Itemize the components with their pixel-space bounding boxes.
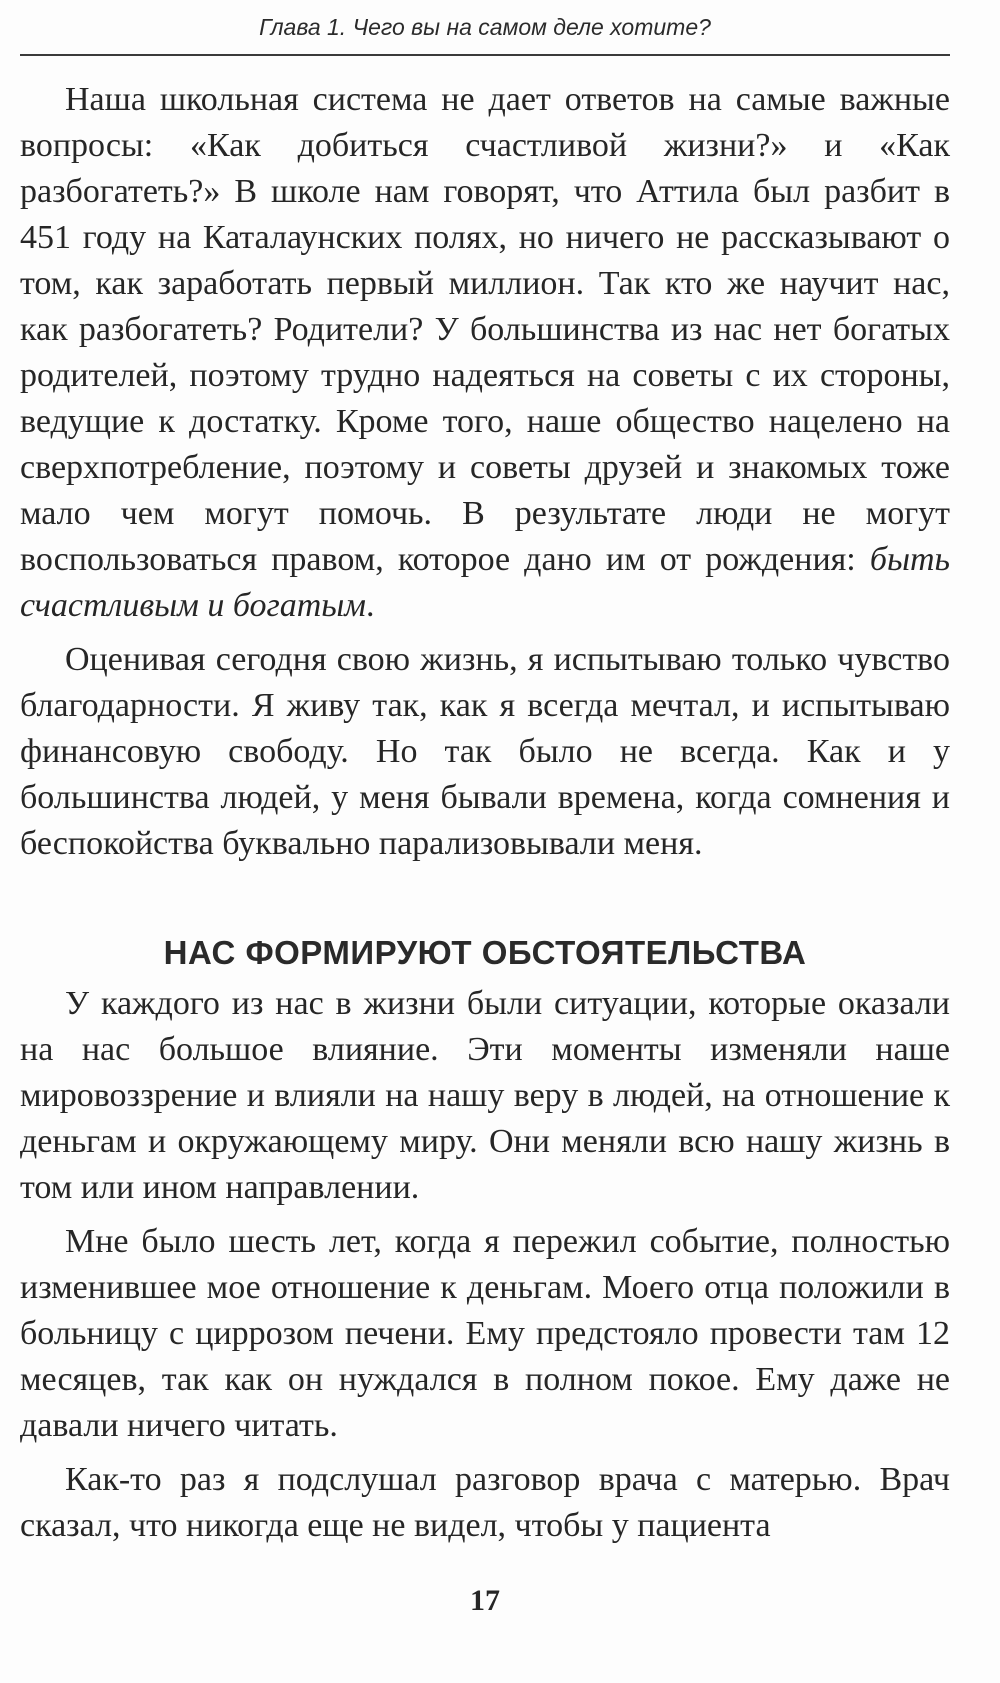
paragraph-4: Мне было шесть лет, когда я пережил событие, полностью изменившее мое отношение к деньгам. Моего отца положили в больницу с циррозом печени. Ему предстояло провести там 12 месяцев, так как он нуждался в полном покое. Ему даже не давали ничего читать. (20, 1223, 950, 1444)
paragraph-1 (20, 77, 950, 629)
paragraph-1-emphasis: быть счастливым и богатым (20, 541, 950, 624)
section-heading: НАС ФОРМИРУЮТ ОБСТОЯТЕЛЬСТВА (163, 934, 807, 971)
running-head: Глава 1. Чего вы на самом деле хотите? (259, 14, 711, 40)
page-number: 17 (470, 1584, 500, 1617)
paragraph-1-text: Наша школьная система не дает ответов на самые важные вопросы: «Как добиться счастливой жизни?» и «Как разбогатеть?» В школе нам говорят, что Аттила был разбит в 451 году на Каталаунских полях, но ничего не рассказывают о том, как заработать первый миллион. Так кто же научит нас, как разбогатеть? Родители? У большинства из нас нет богатых родителей, поэтому трудно надеяться на советы с их стороны, ведущие к достатку. Кроме того, наше общество нацелено на сверхпотребление, поэтому и советы друзей и знакомых тоже мало чем могут помочь. В результате люди не могут воспользоваться правом, которое дано им от рождения: (20, 81, 950, 578)
body-text (20, 77, 950, 1557)
paragraph-3: У каждого из нас в жизни были ситуации, которые оказали на нас большое влияние. Эти моменты изменяли наше мировоззрение и влияли на нашу веру в людей, на отношение к деньгам и окружающему миру. Они меняли всю нашу жизнь в том или ином направлении. (20, 985, 950, 1206)
paragraph-5: Как-то раз я подслушал разговор врача с матерью. Врач сказал, что никогда еще не видел, чтобы у пациента (20, 1461, 950, 1544)
header-rule (20, 54, 950, 56)
paragraph-1-end: . (366, 587, 375, 624)
paragraph-2: Оценивая сегодня свою жизнь, я испытываю только чувство благодарности. Я живу так, как я всегда мечтал, и испытываю финансовую свободу. Но так было не всегда. Как и у большинства людей, у меня бывали времена, когда сомнения и беспокойства буквально парализовывали меня. (20, 641, 950, 862)
